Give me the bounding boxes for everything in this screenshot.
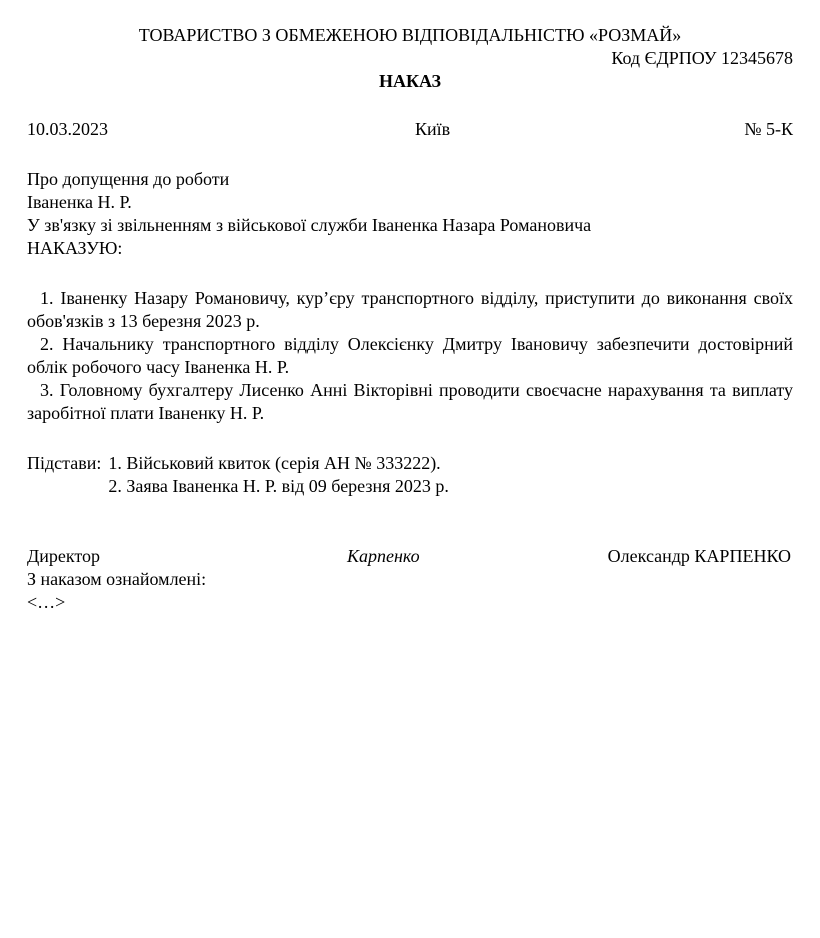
signer-position: Директор (27, 546, 101, 566)
order-city: Київ (415, 119, 451, 139)
grounds-items (108, 452, 449, 498)
grounds-item-1: 1. Військовий квиток (серія АН № 333222). (108, 453, 441, 473)
grounds-label: Підстави: (27, 453, 102, 473)
document-type-title: НАКАЗ (378, 71, 442, 91)
order-subject-line2: Іваненка Н. Р. (27, 192, 132, 212)
order-number: № 5-К (744, 119, 793, 139)
signer-full-name: Олександр КАРПЕНКО (607, 546, 791, 566)
acknowledgement-label: З наказом ознайомлені: (27, 569, 207, 589)
order-items-list (27, 287, 793, 425)
order-item-2: 2. Начальнику транспортного відділу Олексієнку Дмитру Івановичу забезпечити достовірний облік робочого часу Іваненка Н. Р. (27, 334, 793, 377)
order-subject (27, 168, 793, 214)
order-item-3: 3. Головному бухгалтеру Лисенко Анні Вікторівні проводити своєчасне нарахування та виплату заробітної плати Іваненку Н. Р. (27, 380, 793, 423)
grounds-item-2: 2. Заява Іваненка Н. Р. від 09 березня 2023 р. (108, 476, 449, 496)
grounds-block (27, 452, 793, 498)
signature-row (27, 545, 793, 568)
order-verb: НАКАЗУЮ: (27, 238, 123, 258)
order-date: 10.03.2023 (27, 119, 108, 139)
acknowledgement-placeholder: <…> (27, 592, 66, 612)
signature-handwritten-name: Карпенко (347, 546, 420, 566)
edrpou-code: Код ЄДРПОУ 12345678 (611, 48, 793, 68)
date-place-number-row (27, 118, 793, 141)
order-item-1: 1. Іваненку Назару Романовичу, кур’єру транспортного відділу, приступити до виконання своїх обов'язків з 13 березня 2023 р. (27, 288, 793, 331)
order-subject-line1: Про допущення до роботи (27, 169, 230, 189)
order-preamble: У зв'язку зі звільненням з військової служби Іваненка Назара Романовича (27, 215, 592, 235)
company-name: ТОВАРИСТВО З ОБМЕЖЕНОЮ ВІДПОВІДАЛЬНІСТЮ «РОЗМАЙ» (138, 25, 682, 45)
